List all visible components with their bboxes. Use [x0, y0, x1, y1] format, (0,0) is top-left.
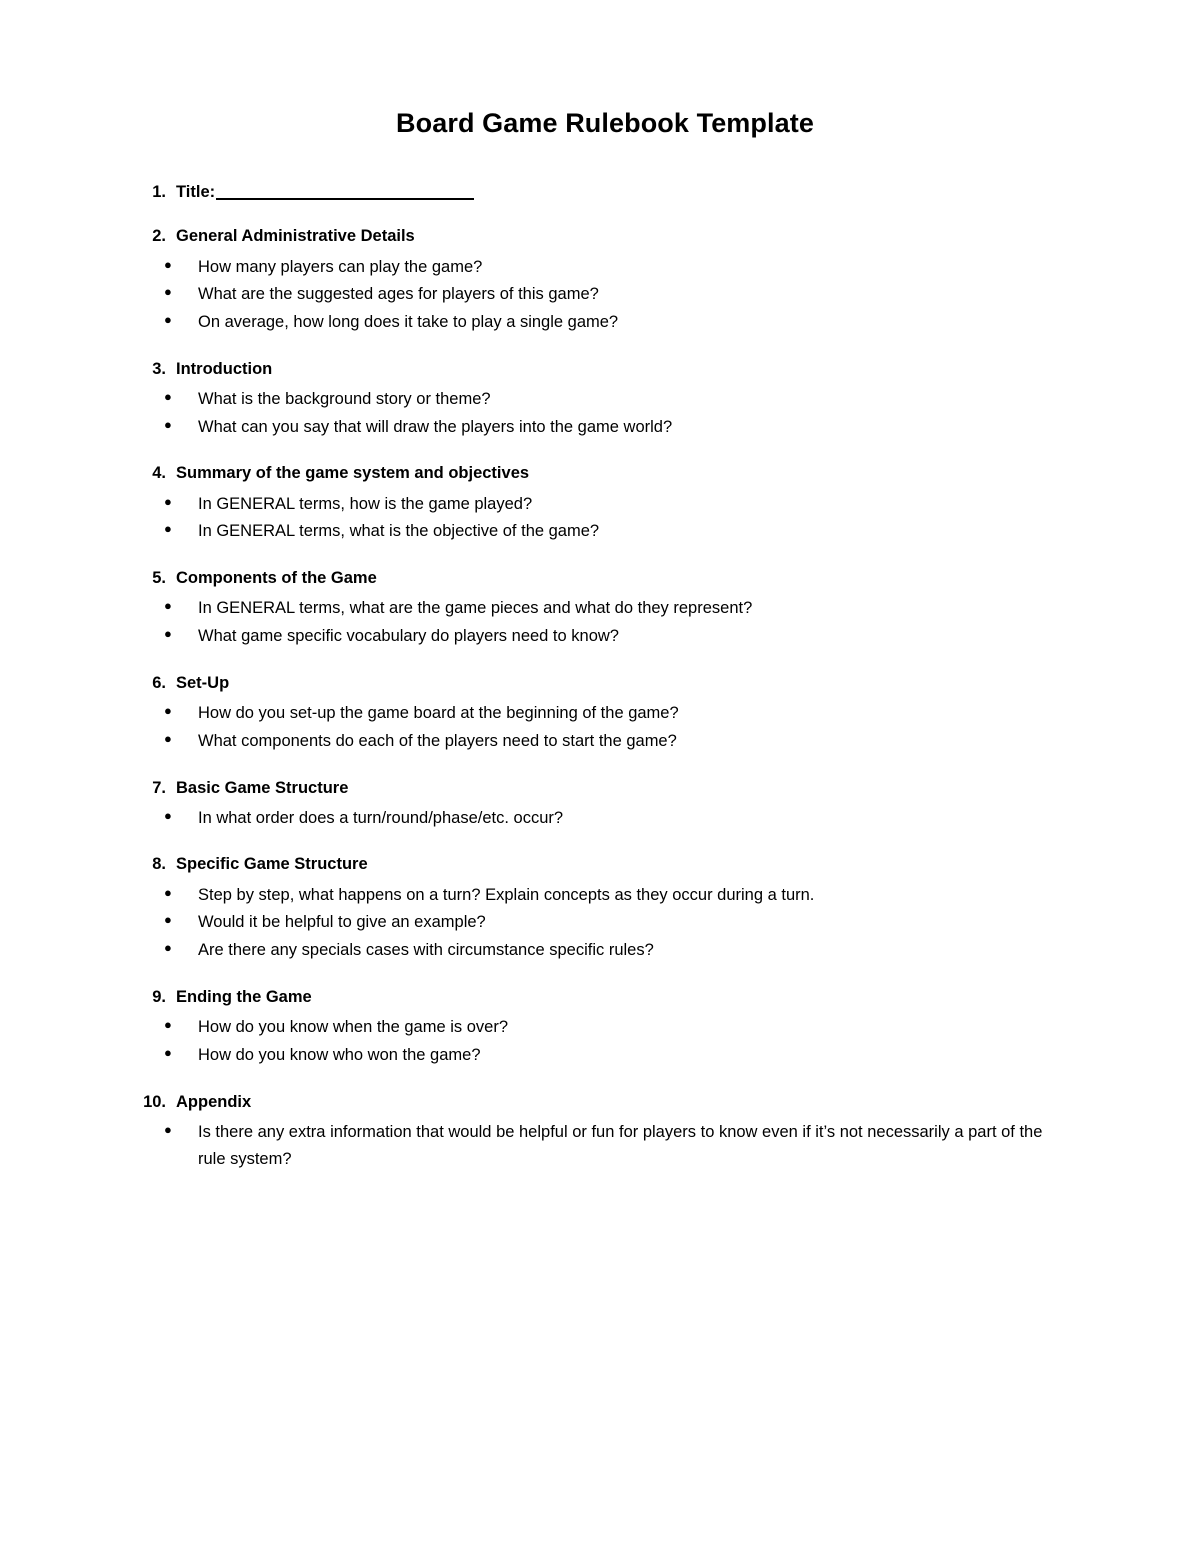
section-heading [130, 567, 1080, 589]
list-item [130, 386, 1080, 413]
section-number: 2. [152, 227, 166, 246]
bullet-icon: ● [164, 493, 172, 509]
section-2 [130, 225, 1080, 335]
section-4 [130, 462, 1080, 545]
list-item [130, 909, 1080, 936]
bullet-icon: ● [164, 311, 172, 327]
bullet-icon: ● [164, 703, 172, 719]
list-item-text: Is there any extra information that would be helpful or fun for players to know even if it’s not necessarily a part of the rule system? [198, 1122, 1043, 1168]
list-item [130, 1014, 1080, 1041]
list-item [130, 254, 1080, 281]
list-item-text: In GENERAL terms, how is the game played? [198, 494, 533, 513]
bullet-icon: ● [164, 626, 172, 642]
list-item [130, 414, 1080, 441]
bullet-icon: ● [164, 807, 172, 823]
bullet-icon: ● [164, 284, 172, 300]
list-item [130, 882, 1080, 909]
section-number: 9. [152, 987, 166, 1006]
bullet-icon: ● [164, 884, 172, 900]
outline-list [130, 181, 1080, 1172]
bullet-icon: ● [164, 912, 172, 928]
bullet-list [130, 491, 1080, 545]
list-item-text: What game specific vocabulary do players need to know? [198, 627, 619, 646]
list-item [130, 309, 1080, 336]
page-title: Board Game Rulebook Template [396, 108, 814, 138]
section-title: Introduction [176, 359, 273, 378]
section-title-text: Title: [176, 183, 216, 201]
section-heading [130, 358, 1080, 380]
list-item-text: On average, how long does it take to play a single game? [198, 312, 619, 331]
bullet-list [130, 805, 1080, 832]
list-item-text: What can you say that will draw the players into the game world? [198, 417, 673, 436]
list-item-text: Would it be helpful to give an example? [198, 913, 486, 932]
section-number: 10. [143, 1092, 166, 1111]
bullet-list [130, 1119, 1080, 1172]
list-item [130, 595, 1080, 622]
section-heading [130, 1091, 1080, 1113]
list-item [130, 937, 1080, 964]
section-number: 1. [152, 183, 166, 201]
bullet-list [130, 882, 1080, 964]
section-title: Ending the Game [176, 987, 312, 1006]
list-item [130, 518, 1080, 545]
section-title: General Administrative Details [176, 227, 415, 246]
section-10 [130, 1091, 1080, 1173]
list-item [130, 700, 1080, 727]
bullet-list [130, 254, 1080, 336]
list-item [130, 281, 1080, 308]
section-heading [130, 777, 1080, 799]
list-item-text: How do you know who won the game? [198, 1045, 481, 1064]
list-item [130, 1042, 1080, 1069]
section-number: 5. [152, 569, 166, 588]
section-number: 3. [152, 359, 166, 378]
bullet-icon: ● [164, 1017, 172, 1033]
bullet-icon: ● [164, 1044, 172, 1060]
section-title [176, 181, 474, 203]
section-title: Components of the Game [176, 569, 377, 588]
bullet-icon: ● [164, 598, 172, 614]
list-item-text: How many players can play the game? [198, 257, 483, 276]
list-item-text: What are the suggested ages for players of this game? [198, 285, 599, 304]
bullet-list [130, 595, 1080, 649]
section-number: 6. [152, 673, 166, 692]
list-item-text: In what order does a turn/round/phase/etc. occur? [198, 808, 564, 827]
section-title: Specific Game Structure [176, 855, 368, 874]
list-item-text: What components do each of the players need to start the game? [198, 731, 677, 750]
list-item-text: Are there any specials cases with circumstance specific rules? [198, 941, 654, 960]
bullet-icon: ● [164, 256, 172, 272]
section-heading [130, 462, 1080, 484]
list-item-text: How do you know when the game is over? [198, 1018, 509, 1037]
section-heading [130, 853, 1080, 875]
section-3 [130, 358, 1080, 441]
section-number: 4. [152, 464, 166, 483]
section-heading [130, 672, 1080, 694]
section-title: Set-Up [176, 673, 230, 692]
list-item [130, 728, 1080, 755]
bullet-icon: ● [164, 521, 172, 537]
section-number: 7. [152, 778, 166, 797]
section-9 [130, 986, 1080, 1069]
list-item [130, 805, 1080, 832]
section-5 [130, 567, 1080, 650]
section-8 [130, 853, 1080, 963]
section-number: 8. [152, 855, 166, 874]
section-heading [130, 225, 1080, 247]
section-6 [130, 672, 1080, 755]
bullet-list [130, 386, 1080, 440]
section-heading [130, 181, 1080, 203]
list-item [130, 623, 1080, 650]
bullet-list [130, 1014, 1080, 1068]
list-item-text: Step by step, what happens on a turn? Explain concepts as they occur during a turn. [198, 885, 815, 904]
list-item [130, 491, 1080, 518]
section-1 [130, 181, 1080, 203]
section-title: Summary of the game system and objectives [176, 464, 530, 483]
bullet-icon: ● [164, 1121, 172, 1137]
bullet-icon: ● [164, 388, 172, 404]
bullet-icon: ● [164, 940, 172, 956]
section-title: Basic Game Structure [176, 778, 349, 797]
list-item-text: In GENERAL terms, what is the objective of the game? [198, 522, 600, 541]
list-item [130, 1119, 1080, 1172]
section-7 [130, 777, 1080, 832]
bullet-icon: ● [164, 416, 172, 432]
list-item-text: In GENERAL terms, what are the game pieces and what do they represent? [198, 599, 753, 618]
section-heading [130, 986, 1080, 1008]
bullet-list [130, 700, 1080, 754]
list-item-text: What is the background story or theme? [198, 389, 491, 408]
list-item-text: How do you set-up the game board at the beginning of the game? [198, 704, 679, 723]
section-title: Appendix [176, 1092, 252, 1111]
bullet-icon: ● [164, 730, 172, 746]
title-fill-in-blank[interactable] [216, 198, 474, 200]
